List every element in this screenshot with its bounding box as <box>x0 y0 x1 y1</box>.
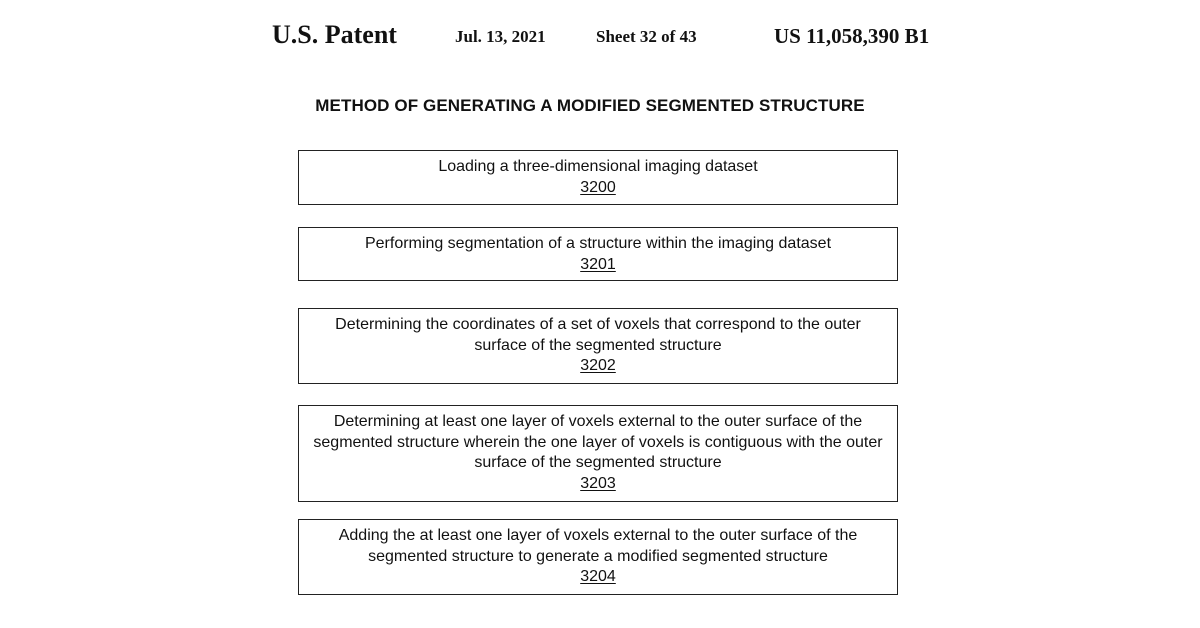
flow-step-3204 <box>298 519 898 595</box>
flow-step-3200 <box>298 150 898 205</box>
step-text: Determining at least one layer of voxels external to the outer surface of the segmented structure wherein the one layer of voxels is contiguous with the outer surface of the segmented structure <box>313 413 883 471</box>
sheet-number: Sheet 32 of 43 <box>596 27 697 46</box>
step-reference-number: 3202 <box>580 357 616 374</box>
flow-step-3203 <box>298 405 898 502</box>
step-reference-number: 3201 <box>580 255 616 273</box>
patent-number: US 11,058,390 B1 <box>774 24 930 48</box>
flow-step-3202 <box>298 308 898 384</box>
step-reference-number: 3200 <box>580 178 616 196</box>
step-text: Adding the at least one layer of voxels external to the outer surface of the segmented structure to generate a modified segmented structure <box>338 527 858 565</box>
step-text: Performing segmentation of a structure within the imaging dataset <box>364 235 832 252</box>
figure-title: METHOD OF GENERATING A MODIFIED SEGMENTED STRUCTURE <box>315 96 865 115</box>
step-reference-number: 3203 <box>580 474 616 492</box>
step-text: Loading a three-dimensional imaging dataset <box>438 158 758 175</box>
step-reference-number: 3204 <box>580 568 616 585</box>
flow-step-3201 <box>298 227 898 281</box>
patent-header <box>0 18 1200 54</box>
patent-label: U.S. Patent <box>272 20 397 49</box>
patent-date: Jul. 13, 2021 <box>455 27 546 46</box>
step-text: Determining the coordinates of a set of voxels that correspond to the outer surface of the segmented structure <box>335 316 861 354</box>
